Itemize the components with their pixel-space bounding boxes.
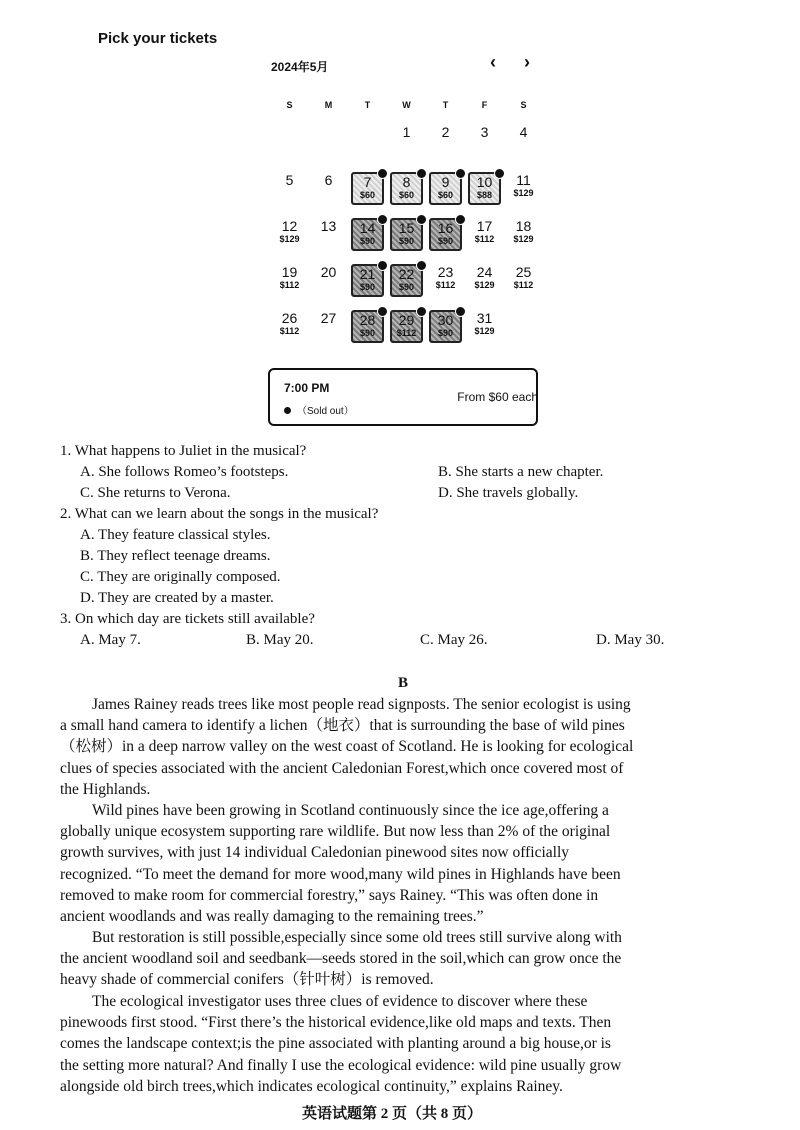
passage-paragraph-2 <box>60 800 750 927</box>
day-price: $112 <box>435 280 456 290</box>
sold-out-tag-icon <box>377 260 388 271</box>
day-number: 9 <box>441 174 450 190</box>
prev-month-button[interactable]: ‹ <box>490 52 496 72</box>
ticket-calendar <box>270 94 542 354</box>
calendar-day-20[interactable] <box>312 264 345 297</box>
calendar-day-25[interactable] <box>507 264 540 297</box>
day-price: $129 <box>513 188 534 198</box>
passage-line: alongside old birch trees,which indicates ecological continuity,” explains Rainey. <box>60 1077 563 1095</box>
day-number: 2 <box>441 124 450 140</box>
sold-out-tag-icon <box>455 214 466 225</box>
day-number: 28 <box>359 312 376 328</box>
passage-line: globally unique ecosystem supporting rare wildlife. But now less than 2% of the original <box>60 823 611 841</box>
calendar-day-18[interactable] <box>507 218 540 251</box>
sold-out-tag-icon <box>455 168 466 179</box>
weekday-header: M <box>324 100 333 110</box>
passage-line: comes the landscape context;is the pine associated with planting around a big house,or is <box>60 1035 611 1053</box>
passage-line: pinewoods first stood. “First there’s the historical evidence,like old maps and texts. Then <box>60 1014 612 1032</box>
q1-option-b: B. She starts a new chapter. <box>438 464 604 480</box>
calendar-day-23[interactable] <box>429 264 462 297</box>
calendar-day-11[interactable] <box>507 172 540 205</box>
q3-option-a: A. May 7. <box>80 632 141 648</box>
passage-paragraph-4 <box>60 991 750 1097</box>
day-price: $129 <box>474 280 495 290</box>
day-price: $88 <box>476 190 493 200</box>
passage-line: heavy shade of commercial conifers（针叶树）is removed. <box>60 971 434 989</box>
day-price: $60 <box>437 190 454 200</box>
question-3: 3. On which day are tickets still available? <box>60 611 315 627</box>
day-price: $112 <box>279 326 300 336</box>
showtime-card[interactable] <box>268 368 538 426</box>
day-number: 19 <box>281 264 298 280</box>
weekday-header: T <box>364 100 371 110</box>
sold-out-tag-icon <box>416 306 427 317</box>
day-number: 18 <box>515 218 532 234</box>
day-number: 27 <box>320 310 337 326</box>
sold-out-tag-icon <box>377 214 388 225</box>
calendar-day-15[interactable] <box>390 218 423 251</box>
showtime-time: 7:00 PM <box>284 381 330 395</box>
day-number: 25 <box>515 264 532 280</box>
day-number: 4 <box>519 124 528 140</box>
day-number: 8 <box>402 174 411 190</box>
day-price: $129 <box>279 234 300 244</box>
passage-line: growth survives, with just 14 individual Caledonian pinewood sites now officially <box>60 844 570 862</box>
calendar-day-28[interactable] <box>351 310 384 343</box>
q3-option-d: D. May 30. <box>596 632 665 648</box>
day-number: 6 <box>324 172 333 188</box>
weekday-header: S <box>520 100 527 110</box>
day-number: 29 <box>398 312 415 328</box>
day-number: 1 <box>402 124 411 140</box>
day-price: $90 <box>437 236 454 246</box>
day-number: 13 <box>320 218 337 234</box>
next-month-button[interactable]: › <box>524 52 530 72</box>
passage-line: The ecological investigator uses three clues of evidence to discover where these <box>92 993 588 1010</box>
showtime-price: From $60 each <box>457 390 538 404</box>
calendar-day-14[interactable] <box>351 218 384 251</box>
sold-out-tag-icon <box>416 168 427 179</box>
day-number: 7 <box>363 174 372 190</box>
sold-out-tag-icon <box>494 168 505 179</box>
day-price: $112 <box>279 280 300 290</box>
day-number: 5 <box>285 172 294 188</box>
passage-line: removed to make room for commercial forestry,” says Rainey. “This was often done in <box>60 886 599 904</box>
calendar-day-3[interactable] <box>468 124 501 157</box>
day-number: 12 <box>281 218 298 234</box>
calendar-day-27[interactable] <box>312 310 345 343</box>
passage-line: Wild pines have been growing in Scotland continuously since the ice age,offering a <box>92 802 609 819</box>
day-price: $90 <box>437 328 454 338</box>
page-heading: Pick your tickets <box>98 30 218 47</box>
day-number: 23 <box>437 264 454 280</box>
weekday-header: T <box>442 100 449 110</box>
day-price: $90 <box>398 282 415 292</box>
weekday-header: W <box>402 100 411 110</box>
day-number: 11 <box>516 172 531 188</box>
day-price: $60 <box>398 190 415 200</box>
calendar-day-16[interactable] <box>429 218 462 251</box>
q1-option-d: D. She travels globally. <box>438 485 579 501</box>
calendar-day-31[interactable] <box>468 310 501 343</box>
calendar-day-22[interactable] <box>390 264 423 297</box>
calendar-day-13[interactable] <box>312 218 345 251</box>
question-1: 1. What happens to Juliet in the musical? <box>60 443 307 459</box>
q2-option-b: B. They reflect teenage dreams. <box>80 548 271 564</box>
passage-line: recognized. “To meet the demand for more wood,many wild pines in Highlands have been <box>60 865 621 883</box>
passage-line: （松树）in a deep narrow valley on the west coast of Scotland. He is looking for ecological <box>60 738 634 756</box>
day-number: 22 <box>398 266 415 282</box>
day-number: 15 <box>398 220 415 236</box>
calendar-day-30[interactable] <box>429 310 462 343</box>
q1-option-c: C. She returns to Verona. <box>80 485 231 501</box>
sold-out-tag-icon <box>455 306 466 317</box>
passage-line: a small hand camera to identify a lichen（地衣）that is surrounding the base of wild pines <box>60 717 625 735</box>
sold-out-tag-icon <box>377 168 388 179</box>
day-price: $90 <box>359 282 376 292</box>
passage-line: But restoration is still possible,especially since some old trees still survive along with <box>92 929 622 946</box>
day-price: $129 <box>513 234 534 244</box>
day-number: 17 <box>476 218 493 234</box>
day-price: $90 <box>359 328 376 338</box>
day-price: $90 <box>359 236 376 246</box>
passage-paragraph-1 <box>60 694 750 800</box>
day-price: $60 <box>359 190 376 200</box>
day-number: 21 <box>359 266 376 282</box>
weekday-header: S <box>286 100 293 110</box>
calendar-day-1[interactable] <box>390 124 423 157</box>
calendar-day-29[interactable] <box>390 310 423 343</box>
calendar-day-26[interactable] <box>273 310 306 343</box>
passage-line: ancient woodlands and was really damaging to the remaining trees.” <box>60 907 484 925</box>
calendar-day-12[interactable] <box>273 218 306 251</box>
q1-option-a: A. She follows Romeo’s footsteps. <box>80 464 289 480</box>
sold-out-tag-icon <box>416 214 427 225</box>
sold-out-tag-icon <box>416 260 427 271</box>
calendar-day-10[interactable] <box>468 172 501 205</box>
weekday-header: F <box>481 100 488 110</box>
sold-out-text: （Sold out） <box>297 406 354 417</box>
q3-option-c: C. May 26. <box>420 632 488 648</box>
calendar-day-2[interactable] <box>429 124 462 157</box>
calendar-month-title: 2024年5月 <box>271 60 329 74</box>
page-footer: 英语试题第 2 页（共 8 页） <box>302 1106 483 1122</box>
passage-paragraph-3 <box>60 927 750 991</box>
day-price: $90 <box>398 236 415 246</box>
q3-option-b: B. May 20. <box>246 632 314 648</box>
day-number: 24 <box>476 264 493 280</box>
ticket-tag-icon <box>284 407 291 414</box>
sold-out-label <box>284 402 354 417</box>
calendar-day-8[interactable] <box>390 172 423 205</box>
day-number: 30 <box>437 312 454 328</box>
passage-line: the ancient woodland soil and seedbank—seeds stored in the soil,which can grow once the <box>60 950 622 968</box>
calendar-day-7[interactable] <box>351 172 384 205</box>
q2-option-c: C. They are originally composed. <box>80 569 281 585</box>
calendar-day-21[interactable] <box>351 264 384 297</box>
passage-line: the Highlands. <box>60 780 151 798</box>
q2-option-a: A. They feature classical styles. <box>80 527 271 543</box>
calendar-day-4[interactable] <box>507 124 540 157</box>
day-number: 31 <box>476 310 493 326</box>
day-number: 20 <box>320 264 337 280</box>
calendar-day-5[interactable] <box>273 172 306 205</box>
q2-option-d: D. They are created by a master. <box>80 590 274 606</box>
day-price: $112 <box>474 234 495 244</box>
question-2: 2. What can we learn about the songs in the musical? <box>60 506 379 522</box>
day-number: 14 <box>359 220 376 236</box>
calendar-day-19[interactable] <box>273 264 306 297</box>
day-price: $112 <box>513 280 534 290</box>
section-b-heading: B <box>398 675 409 691</box>
passage-line: James Rainey reads trees like most people read signposts. The senior ecologist is using <box>92 696 631 713</box>
calendar-day-24[interactable] <box>468 264 501 297</box>
sold-out-tag-icon <box>377 306 388 317</box>
day-number: 26 <box>281 310 298 326</box>
calendar-day-9[interactable] <box>429 172 462 205</box>
passage-line: the setting more natural? And finally I use the ecological evidence: wild pine usually grow <box>60 1056 622 1074</box>
day-number: 10 <box>476 174 493 190</box>
passage-line: clues of species associated with the ancient Caledonian Forest,which once covered most of <box>60 759 624 777</box>
day-price: $112 <box>396 328 417 338</box>
day-number: 16 <box>437 220 454 236</box>
day-price: $129 <box>474 326 495 336</box>
calendar-day-17[interactable] <box>468 218 501 251</box>
calendar-day-6[interactable] <box>312 172 345 205</box>
day-number: 3 <box>480 124 489 140</box>
